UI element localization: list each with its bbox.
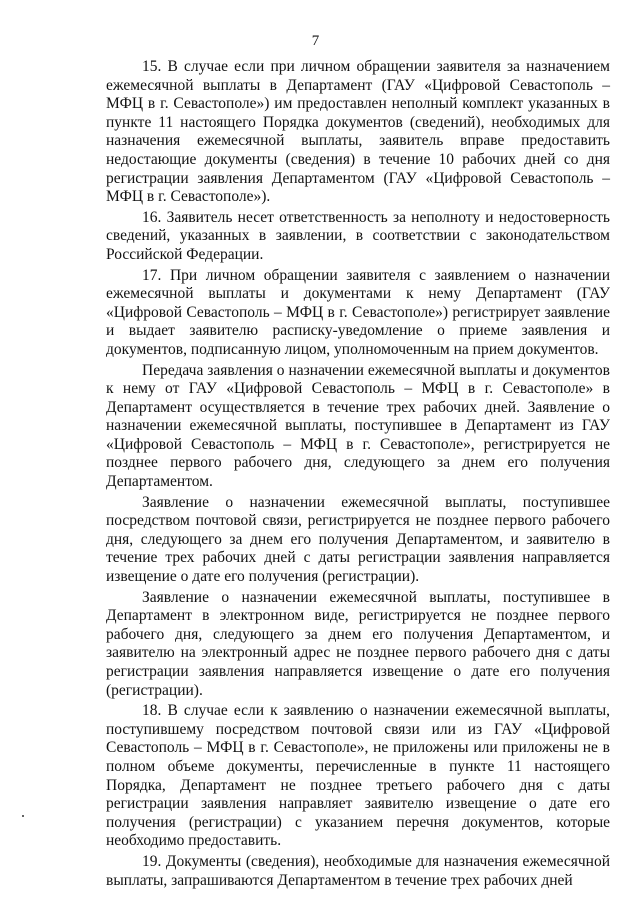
paragraph-19: 19. Документы (сведения), необходимые для назначения ежемесячной выплаты, запрашиваются Департаментом в течение трех рабочих дней xyxy=(106,852,610,889)
paragraph-transfer: Передача заявления о назначении ежемесячной выплаты и документов к нему от ГАУ «Цифровой Севастополь – МФЦ в г. Севастополе» в Департамент осуществляется в течение трех рабочих дней. Заявление о назначении ежемесячной выплаты, поступившее в Департамент из ГАУ «Цифровой Севастополь – МФЦ в г. Севастополе», регистрируется не позднее первого рабочего дня, следующего за днем его получения Департаментом. xyxy=(106,361,610,491)
document-body xyxy=(106,58,610,892)
paragraph-17: 17. При личном обращении заявителя с заявлением о назначении ежемесячной выплаты и документами к нему Департамент (ГАУ «Цифровой Севастополь – МФЦ в г. Севастополе») регистрирует заявление и выдает заявителю расписку-уведомление о приеме заявления и документов, подписанную лицом, уполномоченным на прием документов. xyxy=(106,266,610,358)
paragraph-16: 16. Заявитель несет ответственность за неполноту и недостоверность сведений, указанных в заявлении, в соответствии с законодательством Российской Федерации. xyxy=(106,208,610,263)
paragraph-18: 18. В случае если к заявлению о назначении ежемесячной выплаты, поступившему посредством почтовой связи или из ГАУ «Цифровой Севастополь – МФЦ в г. Севастополе», не приложены или приложены не в полном объеме документы, перечисленные в пункте 11 настоящего Порядка, Департамент не позднее третьего рабочего дня с даты регистрации заявления направляет заявителю извещение о дате его получения (регистрации) с указанием перечня документов, которые необходимо предоставить. xyxy=(106,702,610,850)
scan-speck xyxy=(22,815,24,817)
paragraph-postal: Заявление о назначении ежемесячной выплаты, поступившее посредством почтовой связи, регистрируется не позднее первого рабочего дня, следующего за днем его получения Департаментом, и заявителю в течение трех рабочих дней с даты регистрации заявления направляется извещение о дате его получения (регистрации). xyxy=(106,493,610,586)
paragraph-electronic: Заявление о назначении ежемесячной выплаты, поступившее в Департамент в электронном виде, регистрируется не позднее первого рабочего дня, следующего за днем его получения Департаментом, и заявителю на электронный адрес не позднее первого рабочего дня с даты регистрации заявления направляется извещение о дате его получения (регистрации). xyxy=(106,588,610,699)
paragraph-15: 15. В случае если при личном обращении заявителя за назначением ежемесячной выплаты в Департамент (ГАУ «Цифровой Севастополь – МФЦ в г. Севастополе») им предоставлен неполный комплект указанных в пункте 11 настоящего Порядка документов (сведений), необходимых для назначения ежемесячной выплаты, заявитель вправе предоставить недостающие документы (сведения) в течение 10 рабочих дней со дня регистрации заявления Департаментом (ГАУ «Цифровой Севастополь – МФЦ в г. Севастополе»). xyxy=(106,58,610,206)
page-number: 7 xyxy=(311,33,320,49)
